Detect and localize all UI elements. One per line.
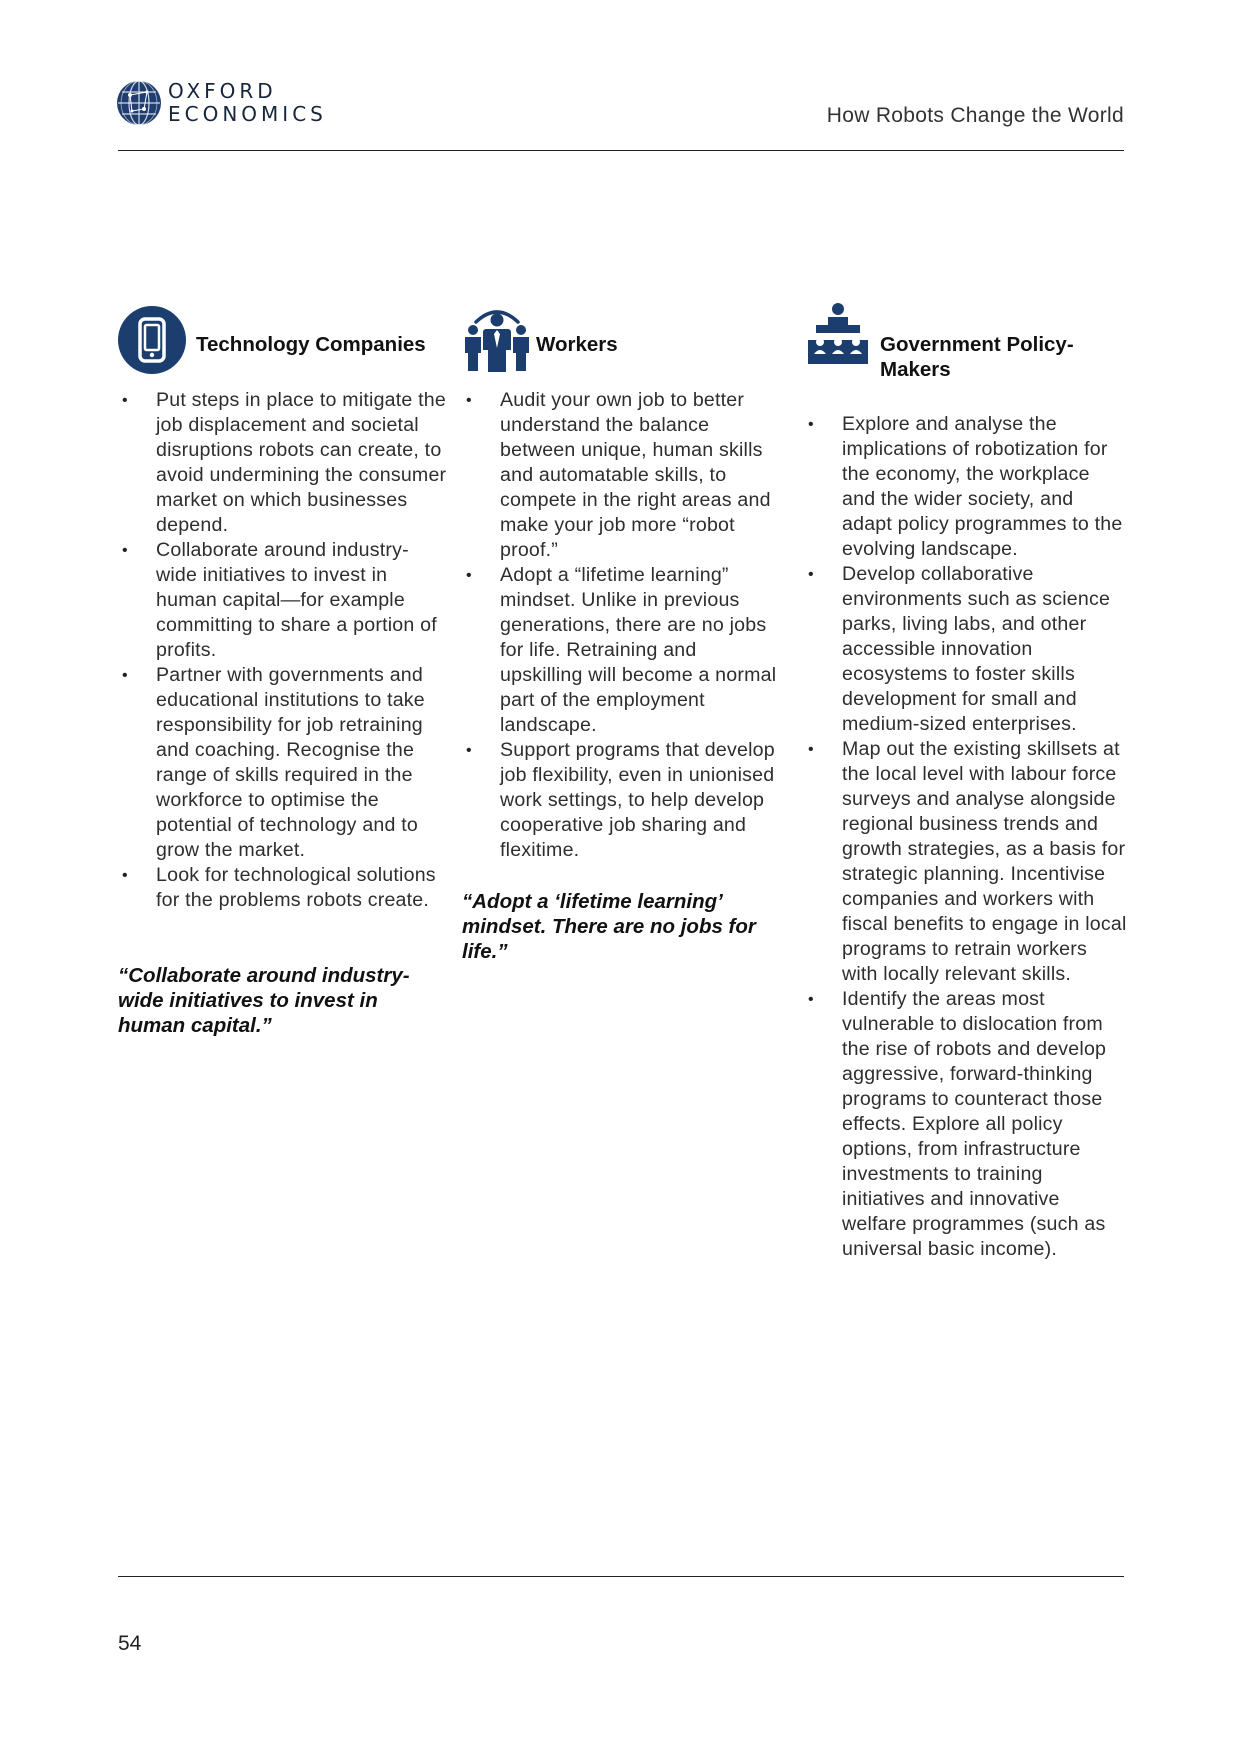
column-workers [462, 306, 784, 964]
bullet-list [118, 388, 448, 913]
list-item: • Support programs that develop job flexibility, even in unionised work settings, to help develop cooperative job sharing and flexitime. [462, 738, 784, 863]
logo-line-economics: ECONOMICS [168, 102, 327, 126]
header-divider [118, 150, 1124, 151]
workers-group-icon [462, 304, 532, 374]
page-number: 54 [118, 1632, 142, 1655]
list-item: • Look for technological solutions for the problems robots create. [118, 863, 448, 913]
document-title: How Robots Change the World [826, 104, 1124, 127]
column-technology-companies [118, 306, 448, 1038]
list-item: • Map out the existing skillsets at the local level with labour force surveys and analyse alongside regional business trends and growth strategies, as a basis for strategic planning. Incentivise companies and workers with fiscal benefits to engage in local programs to retrain workers with locally relevant skills. [804, 737, 1128, 987]
column-header [804, 306, 1128, 402]
column-heading: Government Policy-Makers [880, 333, 1074, 381]
column-header [462, 306, 784, 378]
smartphone-icon [118, 306, 186, 374]
pull-quote: “Collaborate around industry-wide initiatives to invest in human capital.” [118, 964, 410, 1037]
government-podium-icon [804, 300, 872, 368]
bullet-list [462, 388, 784, 863]
column-header [118, 306, 448, 378]
list-item: • Collaborate around industry-wide initiatives to invest in human capital—for example committing to share a portion of profits. [118, 538, 448, 663]
globe-icon [116, 80, 162, 126]
list-item: • Explore and analyse the implications of robotization for the economy, the workplace and the wider society, and adapt policy programmes to the evolving landscape. [804, 412, 1128, 562]
column-government-policy-makers [804, 306, 1128, 1262]
oxford-economics-logo [116, 78, 346, 128]
list-item: • Identify the areas most vulnerable to dislocation from the rise of robots and develop aggressive, forward-thinking programs to counteract those effects. Explore all policy options, from infrastructure investments to training initiatives and innovative welfare programmes (such as universal basic income). [804, 987, 1128, 1262]
list-item: • Put steps in place to mitigate the job displacement and societal disruptions robots can create, to avoid undermining the consumer market on which businesses depend. [118, 388, 448, 538]
column-heading: Technology Companies [196, 333, 426, 356]
logo-wordmark [168, 80, 327, 126]
footer-divider [118, 1576, 1124, 1577]
logo-line-oxford: OXFORD [168, 79, 277, 103]
list-item: • Develop collaborative environments such as science parks, living labs, and other accessible innovation ecosystems to foster skills development for small and medium-sized enterprises. [804, 562, 1128, 737]
list-item: • Adopt a “lifetime learning” mindset. Unlike in previous generations, there are no jobs for life. Retraining and upskilling will become a normal part of the employment landscape. [462, 563, 784, 738]
bullet-list [804, 412, 1128, 1262]
column-heading: Workers [536, 333, 618, 356]
list-item: • Partner with governments and educational institutions to take responsibility for job retraining and coaching. Recognise the range of skills required in the workforce to optimise the potential of technology and to grow the market. [118, 663, 448, 863]
list-item: • Audit your own job to better understand the balance between unique, human skills and automatable skills, to compete in the right areas and make your job more “robot proof.” [462, 388, 784, 563]
pull-quote: “Adopt a ‘lifetime learning’ mindset. There are no jobs for life.” [462, 890, 756, 963]
